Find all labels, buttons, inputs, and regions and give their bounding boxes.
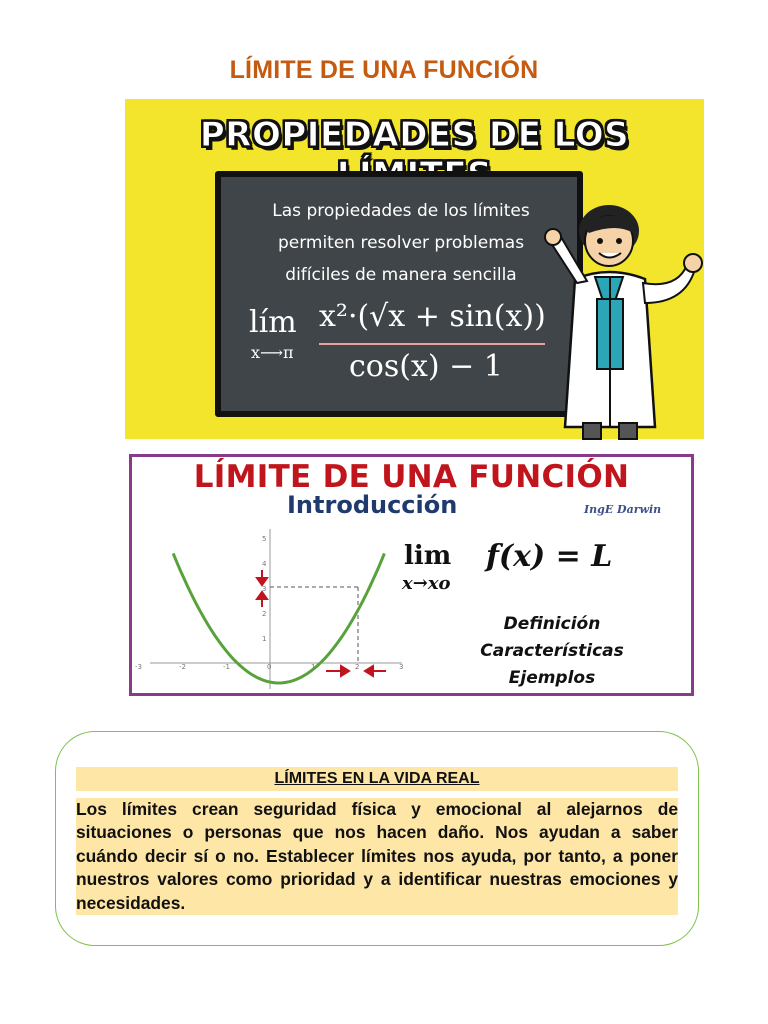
chalkboard [215,171,583,417]
parabola-graph [135,523,406,693]
lim-word: lim [404,541,452,571]
lim-subscript: x⟶π [251,343,294,362]
parabola-curve [173,553,384,683]
x-tick-label: -2 [179,663,186,671]
y-tick-label: 1 [262,635,267,643]
x-tick-label: 0 [267,663,272,671]
y-tick-label: 4 [262,560,267,568]
topic-item: Definición [503,614,601,634]
author-signature: IngE Darwin [584,503,662,516]
info-heading [76,770,678,788]
y-tick-label: 5 [262,535,267,543]
y-tick-label: 2 [262,610,267,618]
y-tick-labels [262,535,267,643]
limit-intro-banner [129,454,694,696]
board-text [221,195,581,291]
board-line: permiten resolver problemas [277,233,525,253]
real-life-limits-box [55,731,699,946]
teacher-illustration [537,199,707,439]
topics-list [452,611,652,692]
x-tick-label: 3 [399,663,404,671]
x-tick-label: 1 [311,663,316,671]
page-title: LÍMITE DE UNA FUNCIÓN [229,56,539,84]
board-line: Las propiedades de los límites [272,201,530,221]
x-tick-labels [135,663,403,671]
formula-numerator: x²·(√x + sin(x)) [319,299,546,334]
lim-expression: f(x) = L [486,539,613,574]
info-heading-text: LÍMITES EN LA VIDA REAL [274,770,480,787]
properties-banner [125,99,704,439]
y-tick-label: 3 [262,585,267,593]
lim-word: lím [249,305,297,340]
fraction-bar [319,343,545,345]
x-tick-label: -1 [223,663,230,671]
x-tick-label: -3 [135,663,142,671]
banner2-title: LÍMITE DE UNA FUNCIÓN [193,459,630,495]
formula-denominator: cos(x) − 1 [349,349,503,384]
banner-heading: PROPIEDADES DE LOS [199,115,630,155]
x-tick-label: 2 [355,663,360,671]
topic-item: Características [480,641,624,661]
lim-subscript: x→xo [402,573,451,594]
info-body: Los límites crean seguridad física y emocional al alejarnos de situaciones o personas que nos hacen daño. Nos ayudan a saber cuándo decir sí o no. Establecer límites nos ayuda, por tanto, a poner nuestros valores como prioridad y a identificar nuestras emociones y necesidades. [76,798,678,915]
banner2-subtitle: Introducción [287,491,458,519]
board-line: difíciles de manera sencilla [285,265,517,285]
info-heading-bar [76,767,678,791]
topic-item: Ejemplos [508,668,596,688]
